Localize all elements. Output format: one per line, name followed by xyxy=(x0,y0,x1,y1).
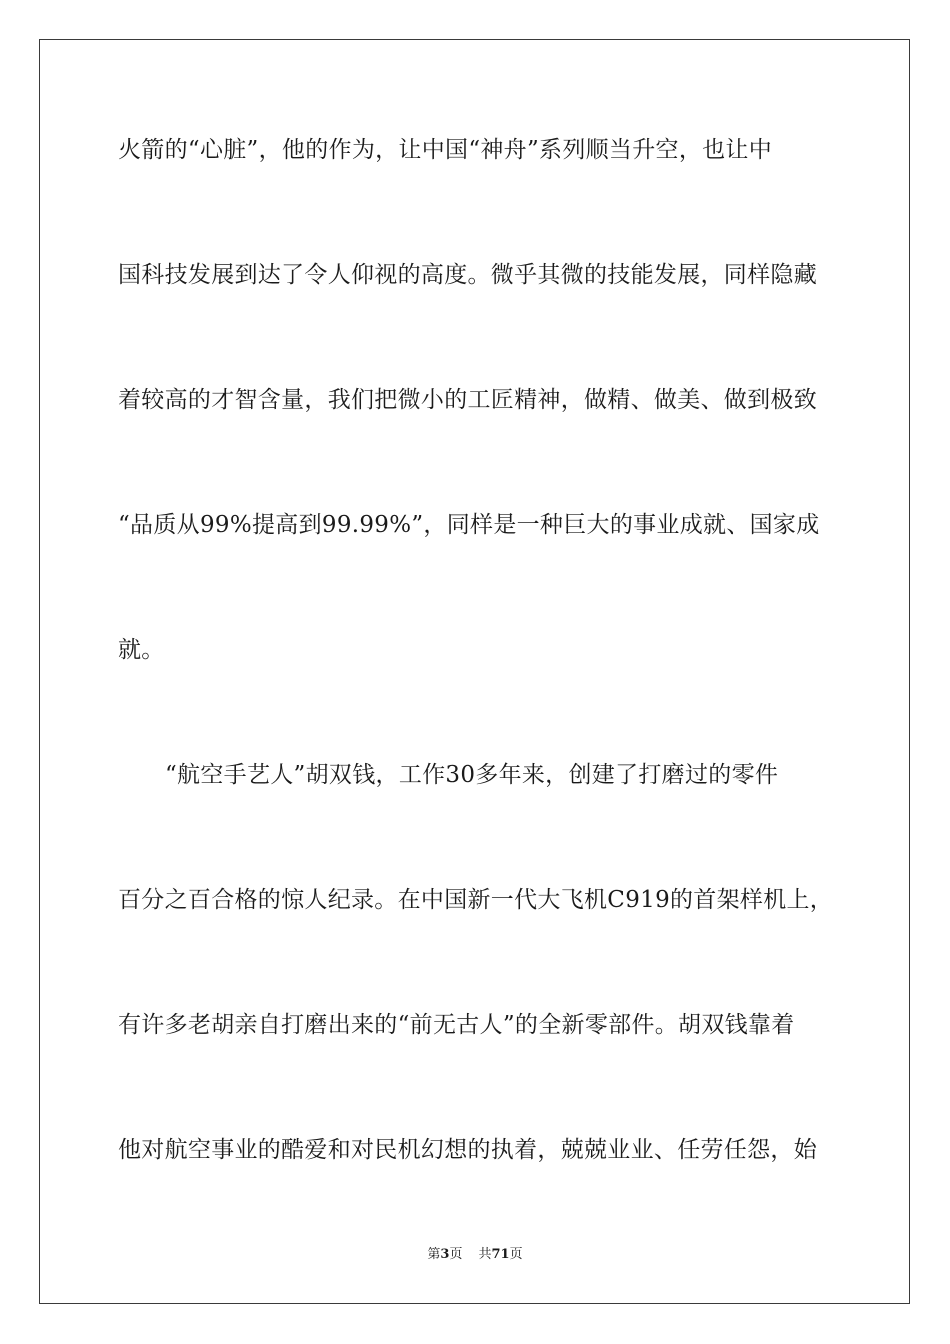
page-footer xyxy=(0,1247,950,1263)
text-line: 他对航空事业的酷爱和对民机幻想的执着，兢兢业业、任劳任怨，始 xyxy=(118,1137,817,1163)
text-line: “品质从99%提高到99.99%”，同样是一种巨大的事业成就、国家成 xyxy=(118,512,820,538)
text-line: 就。 xyxy=(118,637,165,663)
page-border xyxy=(39,39,910,1304)
text-line: 有许多老胡亲自打磨出来的“前无古人”的全新零部件。胡双钱靠着 xyxy=(118,1012,795,1038)
page-number: 3 xyxy=(440,1247,450,1262)
text-line: 火箭的“心脏”，他的作为，让中国“神舟”系列顺当升空，也让中 xyxy=(118,137,773,163)
total-prefix: 共 xyxy=(478,1247,492,1262)
page-prefix: 第 xyxy=(427,1247,441,1262)
text-line: 百分之百合格的惊人纪录。在中国新一代大飞机C919的首架样机上， xyxy=(118,887,834,913)
page-suffix: 页 xyxy=(449,1247,463,1262)
text-line: 着较高的才智含量，我们把微小的工匠精神，做精、做美、做到极致 xyxy=(118,387,817,413)
total-suffix: 页 xyxy=(509,1247,523,1262)
text-line: 国科技发展到达了令人仰视的高度。微乎其微的技能发展，同样隐藏 xyxy=(118,262,817,288)
text-line: “航空手艺人”胡双钱，工作30多年来，创建了打磨过的零件 xyxy=(165,762,779,788)
total-pages: 71 xyxy=(491,1247,510,1262)
